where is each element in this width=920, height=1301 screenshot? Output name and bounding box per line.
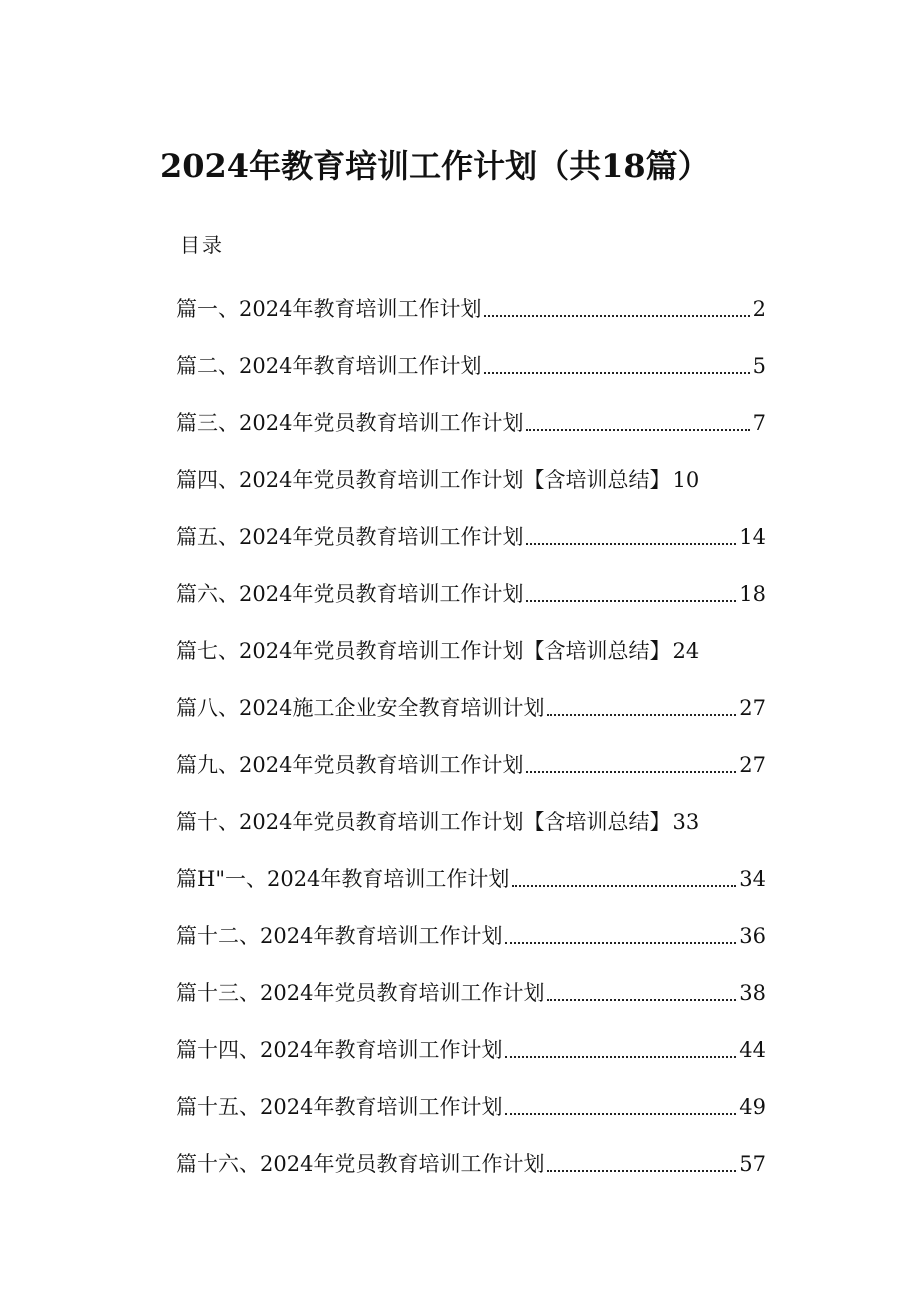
toc-entry-page-number: 57 [739, 1151, 766, 1176]
toc-entry[interactable] [176, 1135, 766, 1192]
toc-dot-leader [547, 714, 736, 716]
toc-entry-label: 篇四、2024年党员教育培训工作计划【含培训总结】 [176, 467, 671, 492]
toc-entry-label: 篇十三、2024年党员教育培训工作计划 [176, 980, 545, 1005]
toc-dot-leader [526, 543, 736, 545]
toc-dot-leader [512, 885, 736, 887]
toc-entry-label: 篇六、2024年党员教育培训工作计划 [176, 581, 524, 606]
toc-entry-page-number: 2 [752, 296, 766, 321]
toc-entry-label: 篇五、2024年党员教育培训工作计划 [176, 524, 524, 549]
toc-entry-label: 篇十、2024年党员教育培训工作计划【含培训总结】 [176, 809, 671, 834]
toc-entry-page-number: 34 [739, 866, 766, 891]
document-title: 2024年教育培训工作计划（共18篇） [160, 147, 710, 185]
toc-entry[interactable] [176, 565, 766, 622]
toc-entry[interactable] [176, 280, 766, 337]
toc-entry-page-number: 5 [752, 353, 766, 378]
toc-entry-page-number: 44 [739, 1037, 766, 1062]
toc-entry[interactable] [176, 850, 766, 907]
toc-entry-label: 篇九、2024年党员教育培训工作计划 [176, 752, 524, 777]
toc-entry-label: 篇十二、2024年教育培训工作计划 [176, 923, 503, 948]
toc-dot-leader [547, 1170, 736, 1172]
toc-dot-leader [526, 771, 736, 773]
toc-entry-page-number: 36 [739, 923, 766, 948]
toc-entry[interactable] [176, 679, 766, 736]
table-of-contents [176, 280, 766, 1192]
toc-entry-label: 篇二、2024年教育培训工作计划 [176, 353, 482, 378]
toc-entry-label: 篇十四、2024年教育培训工作计划 [176, 1037, 503, 1062]
toc-entry-page-number: 24 [672, 638, 700, 663]
toc-entry[interactable] [176, 337, 766, 394]
toc-entry-page-number: 14 [739, 524, 766, 549]
toc-entry[interactable] [176, 1078, 766, 1135]
toc-dot-leader [526, 429, 749, 431]
toc-dot-leader [505, 1056, 736, 1058]
toc-entry-page-number: 7 [752, 410, 766, 435]
toc-entry-page-number: 18 [739, 581, 766, 606]
toc-entry[interactable] [176, 394, 766, 451]
toc-heading: 目录 [180, 233, 224, 257]
toc-entry-label: 篇七、2024年党员教育培训工作计划【含培训总结】 [176, 638, 671, 663]
toc-entry[interactable] [176, 451, 766, 508]
toc-entry-label: 篇十五、2024年教育培训工作计划 [176, 1094, 503, 1119]
toc-entry-page-number: 38 [739, 980, 766, 1005]
toc-entry[interactable] [176, 964, 766, 1021]
toc-dot-leader [547, 999, 736, 1001]
toc-dot-leader [505, 942, 736, 944]
toc-entry-label: 篇一、2024年教育培训工作计划 [176, 296, 482, 321]
toc-entry[interactable] [176, 736, 766, 793]
toc-dot-leader [505, 1113, 736, 1115]
toc-entry-label: 篇三、2024年党员教育培训工作计划 [176, 410, 524, 435]
toc-entry-label: 篇H"一、2024年教育培训工作计划 [176, 866, 510, 891]
toc-dot-leader [526, 600, 736, 602]
toc-entry[interactable] [176, 793, 766, 850]
toc-entry-page-number: 49 [739, 1094, 766, 1119]
toc-entry-page-number: 10 [672, 467, 700, 492]
toc-dot-leader [484, 372, 749, 374]
toc-entry[interactable] [176, 907, 766, 964]
toc-entry[interactable] [176, 508, 766, 565]
toc-dot-leader [484, 315, 749, 317]
toc-entry[interactable] [176, 1021, 766, 1078]
toc-entry-page-number: 33 [672, 809, 700, 834]
toc-entry-page-number: 27 [739, 752, 766, 777]
toc-entry-page-number: 27 [739, 695, 766, 720]
toc-entry-label: 篇十六、2024年党员教育培训工作计划 [176, 1151, 545, 1176]
toc-entry[interactable] [176, 622, 766, 679]
toc-entry-label: 篇八、2024施工企业安全教育培训计划 [176, 695, 545, 720]
